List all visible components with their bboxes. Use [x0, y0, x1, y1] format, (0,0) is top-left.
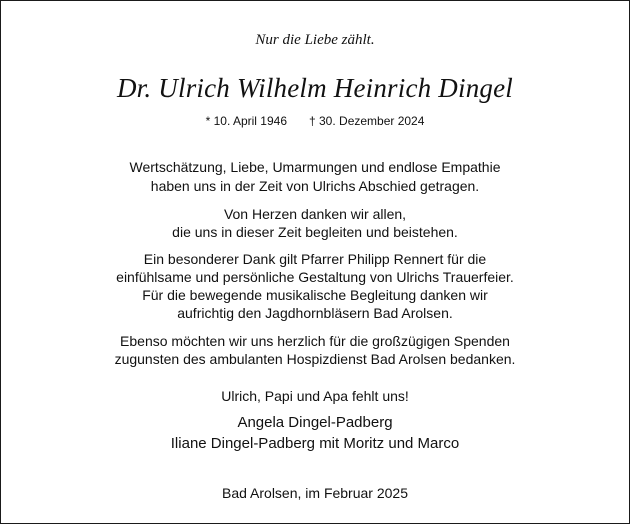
paragraph-line: Ein besonderer Dank gilt Pfarrer Philipp Rennert für die — [143, 251, 487, 267]
death-date: † 30. Dezember 2024 — [309, 114, 425, 128]
paragraph-line: zugunsten des ambulanten Hospizdienst Bad Arolsen bedanken. — [114, 351, 516, 367]
paragraph-line: Von Herzen danken wir allen, — [223, 206, 407, 222]
life-dates — [1, 114, 629, 128]
paragraph-line: haben uns in der Zeit von Ulrichs Abschied getragen. — [150, 178, 480, 194]
paragraph-line: Für die bewegende musikalische Begleitung danken wir — [142, 287, 488, 303]
paragraph-line: Ebenso möchten wir uns herzlich für die großzügigen Spenden — [120, 333, 510, 349]
motto: Nur die Liebe zählt. — [255, 32, 375, 48]
place-date: Bad Arolsen, im Februar 2025 — [222, 485, 408, 501]
paragraph-line: Wertschätzung, Liebe, Umarmungen und endlose Empathie — [129, 159, 501, 175]
closing-line: Ulrich, Papi und Apa fehlt uns! — [221, 388, 409, 404]
birth-date: * 10. April 1946 — [205, 114, 287, 128]
paragraph-line: einfühlsame und persönliche Gestaltung von Ulrichs Trauerfeier. — [116, 269, 514, 285]
paragraph-line: aufrichtig den Jagdhornbläsern Bad Arolsen. — [177, 305, 453, 321]
paragraph-line: die uns in dieser Zeit begleiten und beistehen. — [172, 224, 458, 240]
signatory: Iliane Dingel-Padberg mit Moritz und Marco — [170, 435, 460, 452]
deceased-name: Dr. Ulrich Wilhelm Heinrich Dingel — [116, 73, 513, 103]
signatory: Angela Dingel-Padberg — [237, 414, 393, 431]
